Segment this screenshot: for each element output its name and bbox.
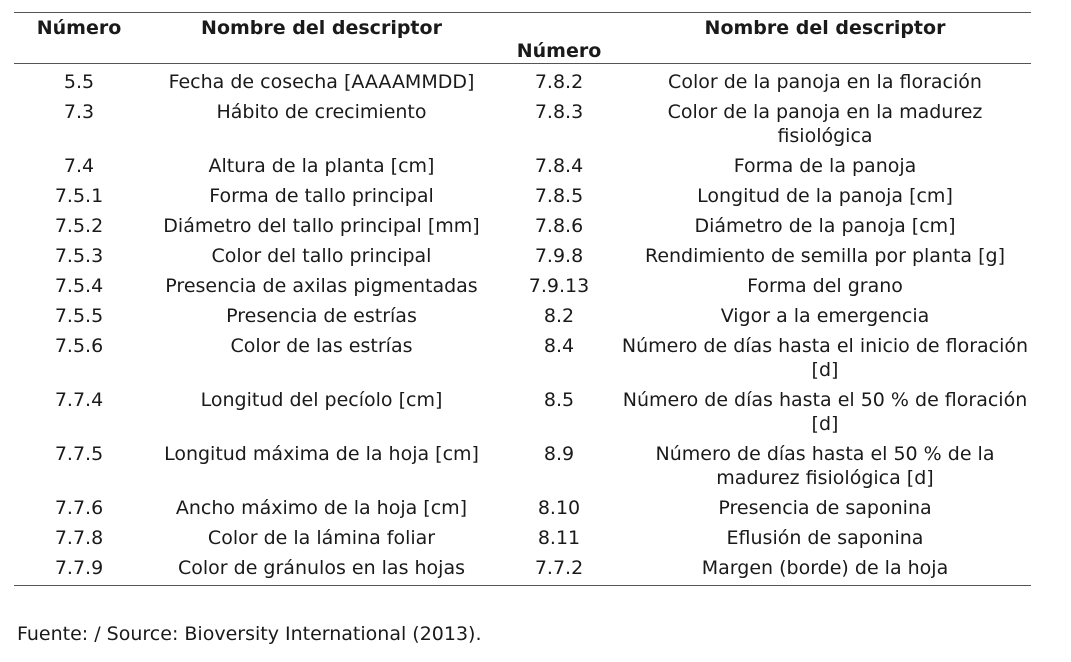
table-row (14, 333, 1031, 387)
cell-descriptor-2: Forma del grano (747, 275, 903, 297)
cell-descriptor-2: Eflusión de saponina (726, 527, 924, 549)
table-row (14, 525, 1031, 555)
cell-number-1: 7.5.6 (54, 335, 104, 357)
table-row (14, 273, 1031, 303)
cell-descriptor-2: Color de la panoja en la floración (668, 71, 982, 93)
cell-number-2: 8.5 (543, 389, 575, 411)
cell-number-1: 7.7.9 (54, 557, 104, 579)
cell-descriptor-1: Color de las estrías (230, 335, 413, 357)
table-body (14, 69, 1031, 586)
cell-number-2: 7.8.6 (534, 215, 584, 237)
cell-descriptor-1: Diámetro del tallo principal [mm] (163, 215, 480, 237)
cell-descriptor-1: Forma de tallo principal (209, 185, 434, 207)
cell-number-1: 7.3 (63, 101, 95, 123)
cell-number-1: 7.5.3 (54, 245, 104, 267)
cell-descriptor-2: Presencia de saponina (718, 497, 932, 519)
table-row (14, 153, 1031, 183)
table-row (14, 243, 1031, 273)
cell-number-2: 8.9 (543, 443, 575, 465)
cell-number-2: 8.10 (537, 497, 581, 519)
cell-number-1: 7.7.5 (54, 443, 104, 465)
cell-descriptor-2: Longitud de la panoja [cm] (697, 185, 953, 207)
cell-number-1: 7.7.6 (54, 497, 104, 519)
table-row (14, 387, 1031, 441)
cell-number-2: 7.9.8 (534, 245, 584, 267)
header-number-2: Número (516, 40, 602, 62)
cell-number-1: 7.5.5 (54, 305, 104, 327)
cell-descriptor-2: Diámetro de la panoja [cm] (694, 215, 956, 237)
cell-descriptor-1: Presencia de estrías (226, 305, 417, 327)
cell-number-2: 7.8.4 (534, 155, 584, 177)
cell-descriptor-1: Presencia de axilas pigmentadas (165, 275, 478, 297)
cell-number-1: 7.7.4 (54, 389, 104, 411)
cell-descriptor-2: Número de días hasta el inicio de floración [d] (621, 335, 1029, 381)
cell-number-1: 7.4 (63, 155, 95, 177)
table-row (14, 441, 1031, 495)
cell-number-2: 7.7.2 (534, 557, 584, 579)
cell-descriptor-1: Ancho máximo de la hoja [cm] (175, 497, 468, 519)
descriptor-table (14, 12, 1031, 586)
cell-descriptor-1: Longitud máxima de la hoja [cm] (164, 443, 479, 465)
table-row (14, 555, 1031, 586)
cell-number-1: 5.5 (63, 71, 95, 93)
cell-descriptor-1: Longitud del pecíolo [cm] (200, 389, 443, 411)
cell-number-2: 7.9.13 (528, 275, 590, 297)
table-row (14, 495, 1031, 525)
cell-descriptor-1: Color del tallo principal (211, 245, 432, 267)
cell-number-2: 8.11 (537, 527, 581, 549)
cell-descriptor-1: Color de gránulos en las hojas (178, 557, 465, 579)
table-row (14, 69, 1031, 99)
cell-descriptor-2: Número de días hasta el 50 % de la madurez fisiológica [d] (655, 443, 995, 489)
table-row (14, 303, 1031, 333)
cell-descriptor-2: Margen (borde) de la hoja (701, 557, 949, 579)
cell-descriptor-1: Color de la lámina foliar (207, 527, 436, 549)
cell-descriptor-2: Vigor a la emergencia (720, 305, 930, 327)
table-row (14, 213, 1031, 243)
header-descriptor-name-1: Nombre del descriptor (201, 17, 442, 39)
cell-descriptor-1: Altura de la planta [cm] (208, 155, 435, 177)
cell-descriptor-2: Rendimiento de semilla por planta [g] (644, 245, 1006, 267)
cell-number-1: 7.5.2 (54, 215, 104, 237)
descriptor-table-container (14, 12, 1031, 586)
cell-number-2: 7.8.5 (534, 185, 584, 207)
cell-number-2: 7.8.2 (534, 71, 584, 93)
table-header (14, 13, 1031, 70)
source-caption: Fuente: / Source: Bioversity International (2013). (17, 623, 482, 645)
cell-descriptor-1: Hábito de crecimiento (216, 101, 427, 123)
table-row (14, 183, 1031, 213)
cell-number-1: 7.5.1 (54, 185, 104, 207)
cell-descriptor-1: Fecha de cosecha [AAAAMMDD] (168, 71, 475, 93)
cell-descriptor-2: Color de la panoja en la madurez fisiológica (667, 101, 983, 147)
header-descriptor-name-2: Nombre del descriptor (704, 17, 946, 39)
cell-number-2: 8.2 (543, 305, 575, 327)
header-number-1: Número (36, 17, 122, 39)
table-row (14, 99, 1031, 153)
cell-descriptor-2: Forma de la panoja (733, 155, 917, 177)
cell-number-1: 7.7.8 (54, 527, 104, 549)
cell-number-2: 8.4 (543, 335, 575, 357)
cell-number-1: 7.5.4 (54, 275, 104, 297)
cell-descriptor-2: Número de días hasta el 50 % de floración [d] (622, 389, 1028, 435)
cell-number-2: 7.8.3 (534, 101, 584, 123)
